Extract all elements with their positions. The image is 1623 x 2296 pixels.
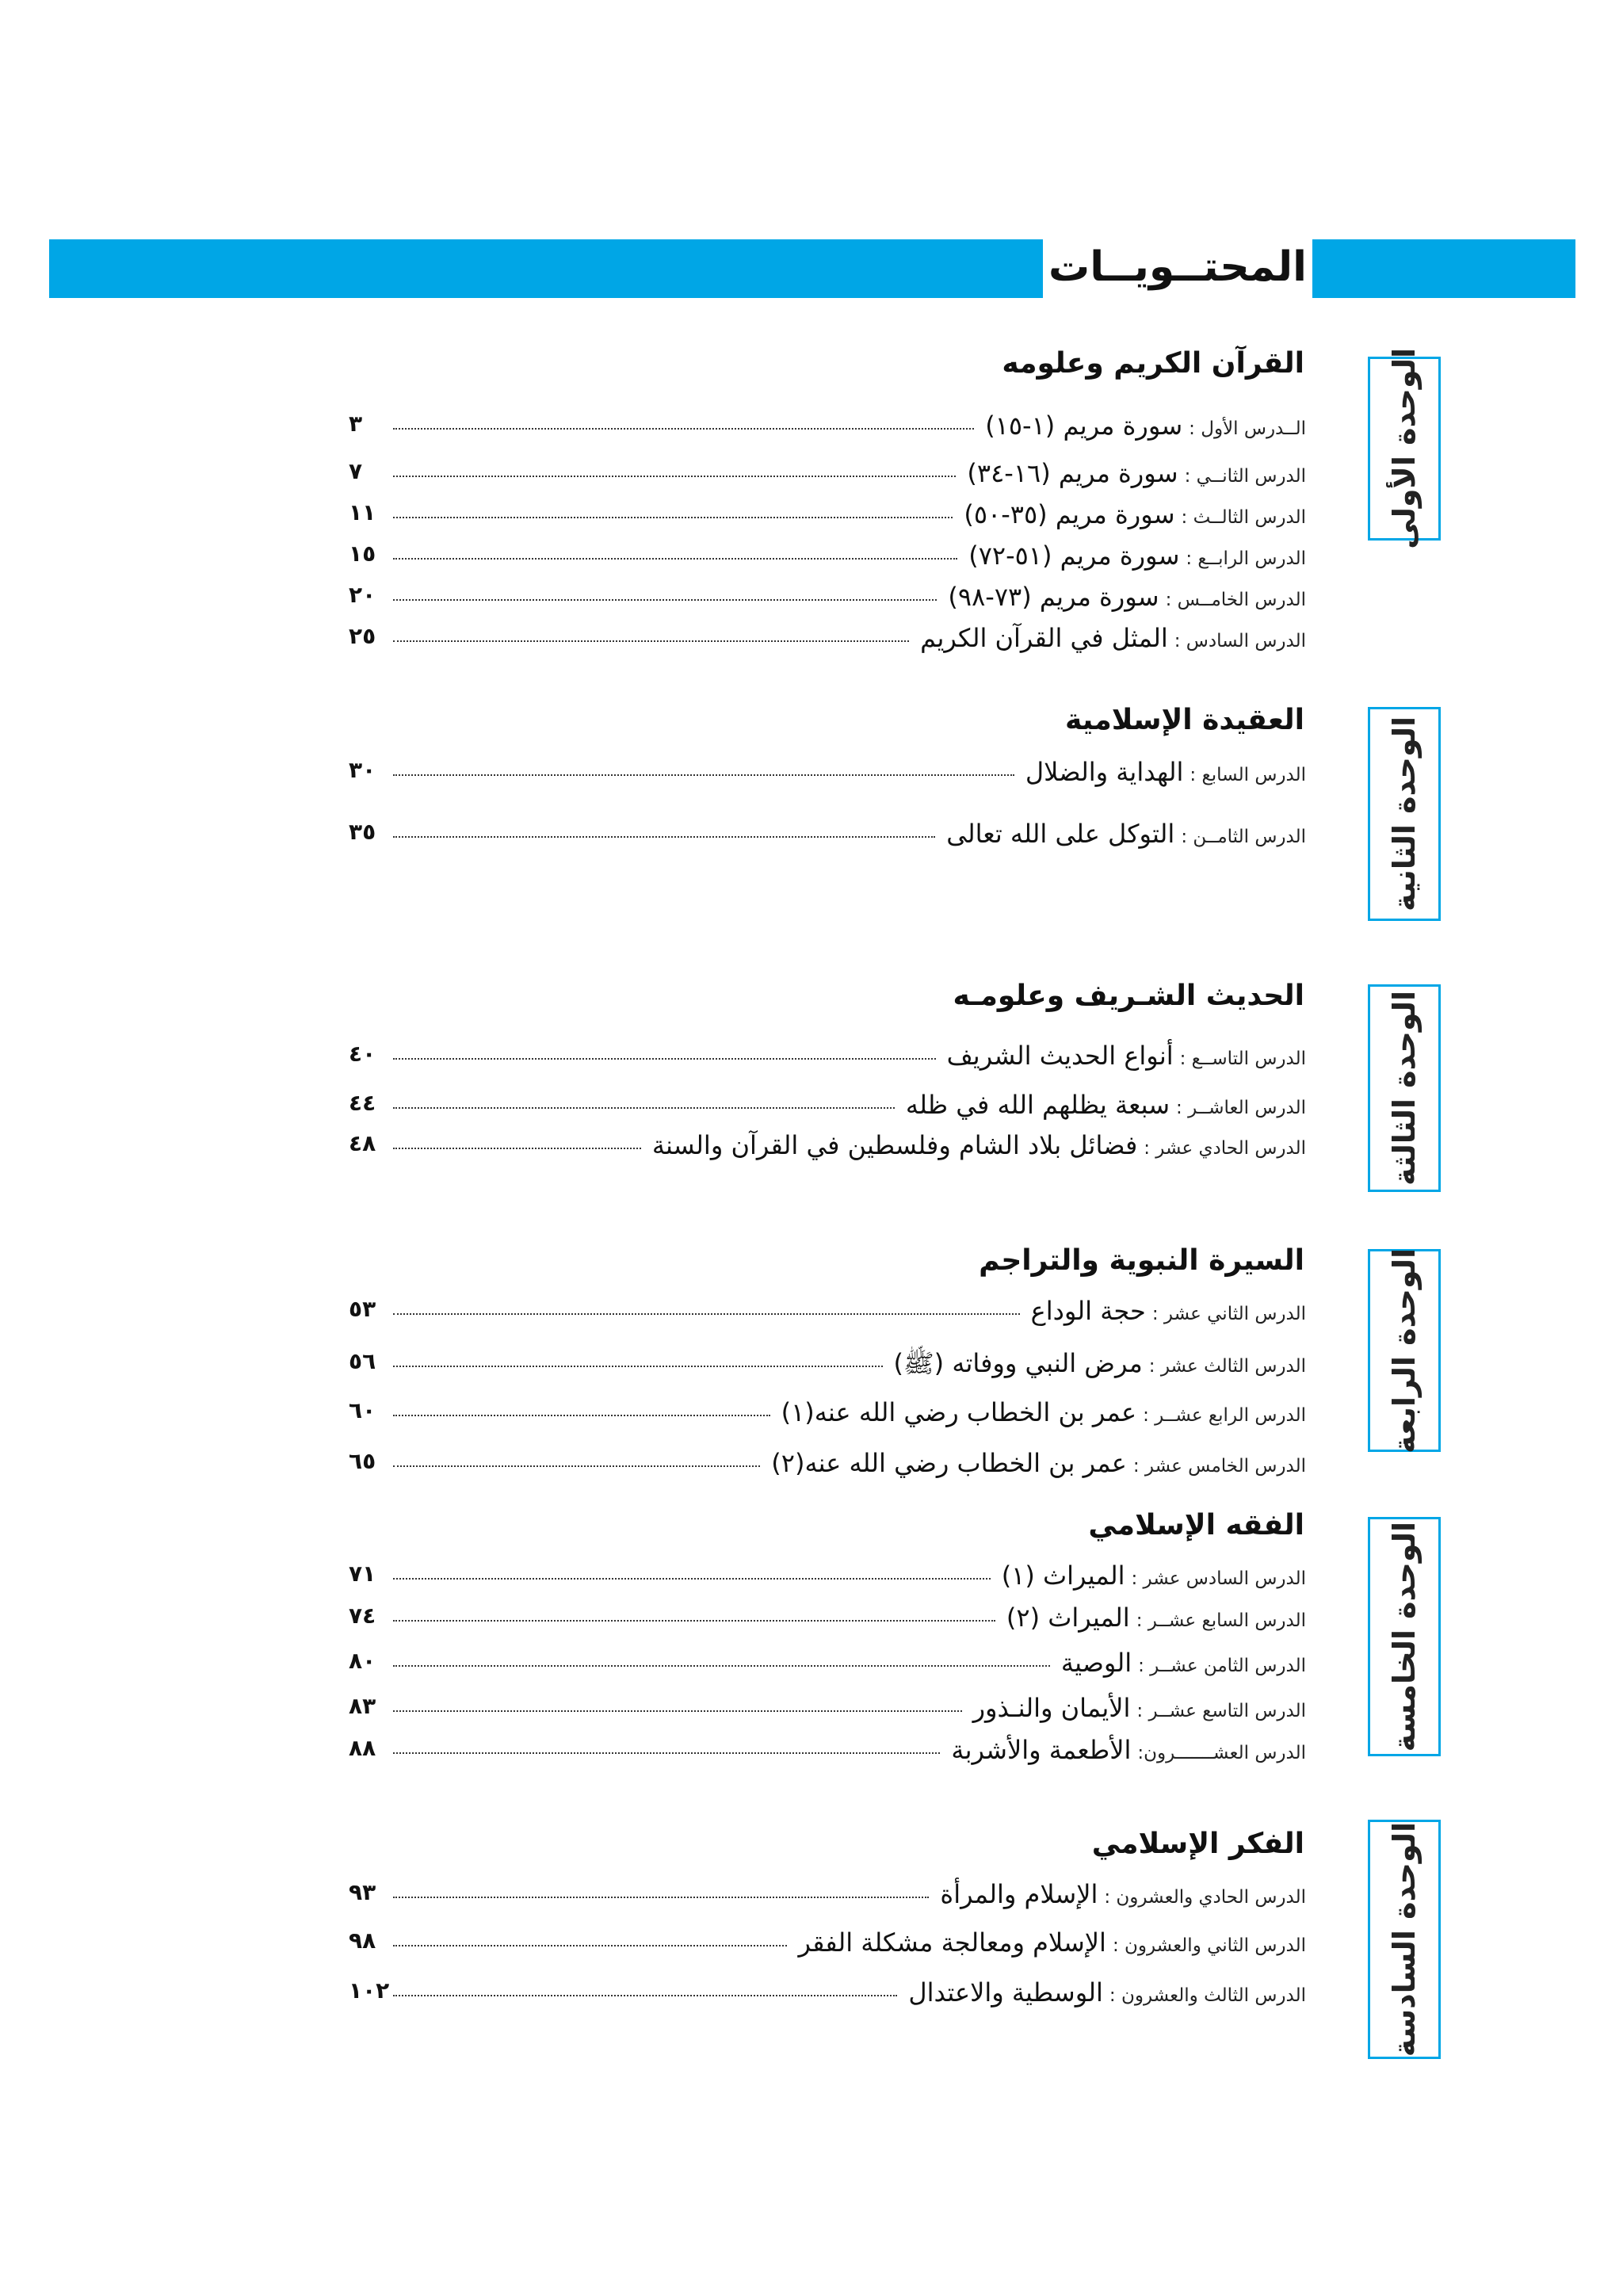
dot-leader xyxy=(393,1578,991,1580)
unit-label-box xyxy=(1368,984,1441,1192)
lesson-label: الدرس السادس عشر : xyxy=(1131,1568,1306,1589)
lesson-text xyxy=(980,411,1306,441)
unit-title: الحديث الشـريف وعلومـه xyxy=(953,980,1304,1012)
lesson-title: الميراث (١) xyxy=(1001,1561,1125,1591)
lesson-label: الدرس الرابع عشــر : xyxy=(1143,1405,1306,1426)
toc-entry xyxy=(349,757,1306,792)
dot-leader xyxy=(393,1995,897,1996)
dot-leader xyxy=(393,599,937,601)
toc-entry xyxy=(349,541,1306,575)
lesson-label: الدرس العاشــر : xyxy=(1176,1098,1306,1118)
lesson-title: عمر بن الخطاب رضي الله عنه(١) xyxy=(781,1397,1137,1427)
lesson-text xyxy=(1026,1296,1306,1326)
unit-label: الوحدة الأولى xyxy=(1387,348,1422,549)
toc-entry xyxy=(349,1090,1306,1125)
dot-leader xyxy=(393,1752,940,1754)
lesson-label: الدرس الرابــع : xyxy=(1186,548,1306,569)
lesson-title: الميراث (٢) xyxy=(1006,1603,1130,1633)
lesson-text xyxy=(1056,1648,1306,1678)
page-number: ١٥ xyxy=(349,541,376,567)
page-number: ٢٠ xyxy=(349,582,376,608)
lesson-title: الوصية xyxy=(1060,1648,1132,1678)
toc-entry xyxy=(349,1603,1306,1637)
unit-label: الوحدة الخامسة xyxy=(1387,1521,1422,1752)
page-number: ٥٦ xyxy=(349,1348,376,1374)
toc-entry xyxy=(349,1296,1306,1331)
dot-leader xyxy=(393,517,953,518)
lesson-text xyxy=(1021,757,1306,787)
lesson-text xyxy=(964,541,1306,571)
page-number: ٧٤ xyxy=(349,1603,376,1629)
toc-entry xyxy=(349,1448,1306,1483)
lesson-text xyxy=(903,1977,1306,2008)
lesson-text xyxy=(766,1448,1306,1478)
lesson-label: الدرس الثالث عشر : xyxy=(1148,1356,1306,1377)
lesson-text xyxy=(647,1130,1306,1160)
unit-label: الوحدة الثالثة xyxy=(1387,990,1422,1186)
unit-label: الوحدة الرابعة xyxy=(1387,1247,1422,1454)
dot-leader xyxy=(393,1897,929,1898)
toc-entry xyxy=(349,1648,1306,1683)
page-title: المحتــويــات xyxy=(1048,243,1307,291)
toc-entry xyxy=(349,623,1306,658)
lesson-title: سورة مريم (١-١٥) xyxy=(985,411,1183,441)
page-number: ٦٠ xyxy=(349,1397,376,1423)
dot-leader xyxy=(393,1107,895,1109)
unit-label-box xyxy=(1368,1517,1441,1756)
dot-leader xyxy=(393,1148,641,1149)
toc-entry xyxy=(349,1693,1306,1728)
toc-entry xyxy=(349,1735,1306,1770)
toc-entry xyxy=(349,1348,1306,1383)
page-number: ٤٤ xyxy=(349,1090,376,1116)
lesson-title: المثل في القرآن الكريم xyxy=(920,623,1168,653)
toc-entry xyxy=(349,1397,1306,1432)
toc-entry xyxy=(349,819,1306,854)
page-number: ٧ xyxy=(349,458,363,484)
page-number: ١١ xyxy=(349,499,376,525)
page-number: ٧١ xyxy=(349,1561,376,1587)
lesson-label: الــدرس الأول : xyxy=(1189,418,1306,439)
dot-leader xyxy=(393,1620,995,1622)
lesson-text xyxy=(915,623,1306,653)
dot-leader xyxy=(393,1465,760,1467)
page-number: ٢٥ xyxy=(349,623,376,649)
lesson-text xyxy=(997,1561,1306,1591)
lesson-title: الوسطية والاعتدال xyxy=(908,1977,1103,2008)
unit-label-box xyxy=(1368,348,1441,549)
page-number: ٩٨ xyxy=(349,1927,376,1954)
lesson-label: الدرس التاسع عشــر : xyxy=(1136,1701,1306,1721)
dot-leader xyxy=(393,1415,770,1416)
dot-leader xyxy=(393,428,974,430)
dot-leader xyxy=(393,1710,962,1712)
lesson-title: عمر بن الخطاب رضي الله عنه(٢) xyxy=(771,1448,1127,1478)
dot-leader xyxy=(393,836,935,838)
lesson-title: الأيمان والنـذور xyxy=(972,1693,1131,1723)
lesson-text xyxy=(959,499,1306,529)
dot-leader xyxy=(393,1313,1020,1315)
dot-leader xyxy=(393,1945,787,1946)
page-number: ٥٣ xyxy=(349,1296,376,1322)
lesson-title: سورة مريم (٣٥-٥٠) xyxy=(964,499,1175,529)
unit-title: السيرة النبوية والتراجم xyxy=(979,1244,1304,1277)
lesson-label: الدرس السابع : xyxy=(1190,765,1306,785)
lesson-title: سورة مريم (٥١-٧٢) xyxy=(968,541,1180,571)
lesson-title: الإسلام والمرأة xyxy=(940,1879,1098,1909)
dot-leader xyxy=(393,476,956,477)
lesson-title: التوكل على الله تعالى xyxy=(946,819,1175,849)
toc-entry xyxy=(349,1977,1306,2012)
lesson-title: حجة الوداع xyxy=(1030,1296,1146,1326)
lesson-text xyxy=(946,1735,1306,1765)
lesson-text xyxy=(968,1693,1306,1723)
page-number: ٣٥ xyxy=(349,819,376,845)
lesson-title: سبعة يظلهم الله في ظله xyxy=(905,1090,1170,1120)
lesson-label: الدرس الخامس عشر : xyxy=(1132,1456,1306,1477)
toc-entry xyxy=(349,499,1306,534)
lesson-label: الدرس السادس : xyxy=(1174,631,1306,651)
unit-label-box xyxy=(1368,1820,1441,2059)
lesson-label: الدرس الثالــث : xyxy=(1181,507,1306,528)
dot-leader xyxy=(393,774,1014,776)
page-number: ٨٨ xyxy=(349,1735,376,1761)
unit-label-box xyxy=(1368,1249,1441,1452)
lesson-label: الدرس الثاني عشر : xyxy=(1151,1304,1306,1324)
lesson-text xyxy=(1002,1603,1306,1633)
lesson-text xyxy=(777,1397,1306,1427)
dot-leader xyxy=(393,640,909,642)
dot-leader xyxy=(393,1058,936,1060)
lesson-text xyxy=(793,1927,1306,1958)
lesson-label: الدرس الثامــن : xyxy=(1181,827,1306,847)
page-number: ٣ xyxy=(349,411,363,437)
lesson-text xyxy=(942,1041,1306,1071)
lesson-text xyxy=(941,819,1306,849)
lesson-label: الدرس الثالث والعشرون : xyxy=(1109,1985,1306,2006)
lesson-label: الدرس الخامــس : xyxy=(1165,590,1306,610)
toc-entry xyxy=(349,1927,1306,1962)
lesson-title: الإسلام ومعالجة مشكلة الفقر xyxy=(798,1927,1106,1958)
lesson-title: سورة مريم (٧٣-٩٨) xyxy=(948,582,1159,612)
page-number: ١٠٢ xyxy=(349,1977,390,2004)
unit-label-box xyxy=(1368,707,1441,921)
dot-leader xyxy=(393,558,957,560)
lesson-title: الأطعمة والأشربة xyxy=(951,1735,1132,1765)
lesson-title: أنواع الحديث الشريف xyxy=(946,1041,1174,1071)
unit-title: الفقه الإسلامي xyxy=(1088,1509,1304,1541)
toc-entry xyxy=(349,458,1306,493)
lesson-label: الدرس الثامن عشــر : xyxy=(1138,1656,1306,1676)
unit-title: القرآن الكريم وعلومه xyxy=(1002,347,1304,380)
lesson-label: الدرس الثاني والعشرون : xyxy=(1112,1935,1306,1956)
page-number: ٣٠ xyxy=(349,757,376,783)
lesson-label: الدرس التاســع : xyxy=(1179,1049,1306,1069)
lesson-label: الدرس السابع عشــر : xyxy=(1136,1610,1306,1631)
toc-entry xyxy=(349,1561,1306,1595)
unit-title: العقيدة الإسلامية xyxy=(1064,704,1304,736)
unit-label: الوحدة الثانية xyxy=(1387,716,1422,912)
dot-leader xyxy=(393,1665,1050,1667)
header-bar-right xyxy=(1312,239,1575,298)
lesson-label: الدرس الحادي عشر : xyxy=(1144,1138,1306,1159)
page-number: ٩٣ xyxy=(349,1879,376,1905)
page-number: ٤٨ xyxy=(349,1130,376,1156)
toc-entry xyxy=(349,411,1306,445)
toc-entry xyxy=(349,1879,1306,1914)
lesson-text xyxy=(962,458,1306,488)
page-number: ٨٣ xyxy=(349,1693,376,1719)
lesson-title: الهداية والضلال xyxy=(1025,757,1184,787)
lesson-title: مرض النبي ووفاته (ﷺ) xyxy=(893,1348,1143,1378)
dot-leader xyxy=(393,1366,883,1367)
unit-title: الفكر الإسلامي xyxy=(1091,1828,1304,1860)
lesson-title: فضائل بلاد الشام وفلسطين في القرآن والسنة xyxy=(651,1130,1138,1160)
lesson-label: الدرس الحادي والعشرون : xyxy=(1104,1887,1306,1908)
toc-entry xyxy=(349,1130,1306,1165)
page-number: ٦٥ xyxy=(349,1448,376,1474)
unit-label: الوحدة السادسة xyxy=(1387,1821,1422,2057)
toc-entry xyxy=(349,582,1306,617)
lesson-text xyxy=(943,582,1306,612)
lesson-text xyxy=(889,1348,1306,1385)
page-number: ٤٠ xyxy=(349,1041,376,1067)
lesson-text xyxy=(935,1879,1306,1909)
lesson-label: الدرس الثانــي : xyxy=(1184,466,1306,487)
toc-entry xyxy=(349,1041,1306,1075)
lesson-text xyxy=(901,1090,1306,1120)
header-bar-left xyxy=(49,239,1043,298)
lesson-label: الدرس العشـــــــرون: xyxy=(1137,1743,1306,1763)
page-number: ٨٠ xyxy=(349,1648,376,1674)
lesson-title: سورة مريم (١٦-٣٤) xyxy=(967,458,1178,488)
